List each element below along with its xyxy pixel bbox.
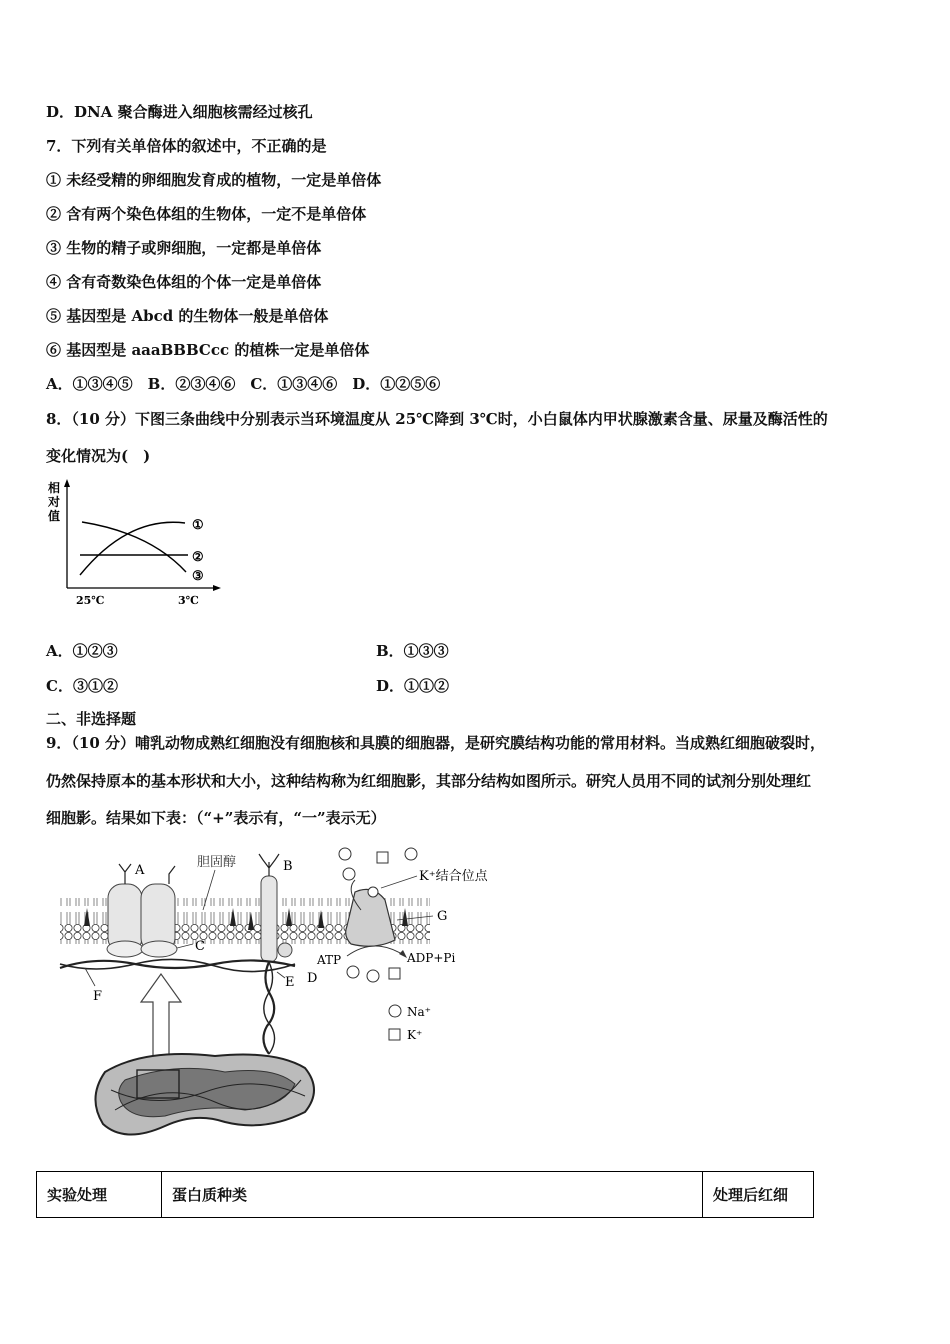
q7-options: A．①③④⑤ B．②③④⑥ C．①③④⑥ D．①②⑤⑥ [46,375,441,393]
label-a: A [135,863,145,878]
q7-statement-3: ③ 生物的精子或卵细胞，一定都是单倍体 [46,239,322,257]
k-ion-in-1 [389,968,400,979]
label-b: B [283,859,293,874]
table-header-row [37,1172,814,1218]
na-ion-in-2 [367,970,379,982]
label-adp: ADP+Pi [407,951,456,965]
leader-c [177,944,193,948]
results-table [36,1171,814,1218]
legend-na: Na⁺ [407,1005,431,1019]
section-heading: 二、非选择题 [46,710,137,728]
q8-ylabel-1: 相 [48,481,61,495]
q8-label-3: ③ [192,569,204,584]
legend-k-symbol [389,1029,400,1040]
q9-line2: 仍然保持原本的基本形状和大小，这种结构称为红细胞影，其部分结构如图所示。研究人员用不同的试剂分别处理红 [46,772,812,790]
legend-k: K⁺ [407,1028,423,1042]
na-ion-out-1 [339,848,351,860]
arrowhead-adp [399,950,407,958]
protein-c-right [141,941,177,957]
q8-ylabel-3: 值 [48,509,61,523]
q8-ylabel-2: 对 [48,495,61,509]
q8-option-b: B．①③③ [376,642,449,660]
protein-a-glyco [119,864,175,884]
protein-d [278,943,292,957]
q8-x-start: 25℃ [76,594,105,607]
q7-stem: 7．下列有关单倍体的叙述中，不正确的是 [46,137,327,155]
q8-curve-3 [82,522,186,572]
q8-chart [40,476,240,611]
arrow-atp-adp [347,946,405,956]
col-after-treatment: 处理后红细 [703,1172,814,1218]
leader-e [277,972,285,978]
q8-label-2: ② [192,550,204,565]
col-treatment: 实验处理 [37,1172,162,1218]
q7-statement-5: ⑤ 基因型是 Abcd 的生物体一般是单倍体 [46,307,329,325]
label-f: F [93,989,103,1004]
label-atp: ATP [317,953,342,967]
q8-y-arrow [64,479,70,487]
q6-option-d: D．DNA 聚合酶进入细胞核需经过核孔 [46,103,313,121]
na-ion-out-3 [405,848,417,860]
q8-curve-1 [80,522,185,575]
q9-line1: 9．（10 分）哺乳动物成熟红细胞没有细胞核和具膜的细胞器，是研究膜结构功能的常用材料。当成熟红细胞破裂时， [46,734,826,752]
protein-c-left [107,941,143,957]
q8-option-d: D．①①② [376,677,450,695]
q8-x-end: 3℃ [178,594,199,607]
leader-f [85,968,95,986]
col-protein: 蛋白质种类 [162,1172,703,1218]
label-d: D [307,971,318,986]
na-ion-in-1 [347,966,359,978]
q8-stem-line2: 变化情况为( ) [46,447,151,465]
protein-b [261,876,277,962]
q8-stem-line1: 8．（10 分）下图三条曲线中分别表示当环境温度从 25℃降到 3℃时，小白鼠体内甲状腺激素含量、尿量及酶活性的 [46,410,828,428]
k-site-marker [368,887,378,897]
q7-statement-1: ① 未经受精的卵细胞发育成的植物，一定是单倍体 [46,171,382,189]
q8-label-1: ① [192,518,204,533]
k-ion-out-1 [377,852,388,863]
q8-option-c: C．③①② [46,677,118,695]
q8-x-arrow [213,585,221,591]
q9-line3: 细胞影。结果如下表：（“+”表示有，“一”表示无） [46,809,386,827]
q8-option-a: A．①②③ [46,642,118,660]
q7-statement-6: ⑥ 基因型是 aaaBBBCcc 的植株一定是单倍体 [46,341,370,359]
label-e: E [285,975,295,990]
q7-statement-2: ② 含有两个染色体组的生物体，一定不是单倍体 [46,205,367,223]
label-k-site: K⁺结合位点 [419,869,488,884]
na-ion-out-2 [343,868,355,880]
label-g: G [437,909,448,924]
label-c: C [195,939,205,954]
q7-statement-4: ④ 含有奇数染色体组的个体一定是单倍体 [46,273,322,291]
legend-na-symbol [389,1005,401,1017]
label-cholesterol: 胆固醇 [197,855,237,870]
q9-membrane-figure [55,840,515,1158]
cytoskeleton-f-strand1 [60,960,295,968]
leader-k-site [381,876,417,888]
protein-b-glyco [259,854,279,876]
